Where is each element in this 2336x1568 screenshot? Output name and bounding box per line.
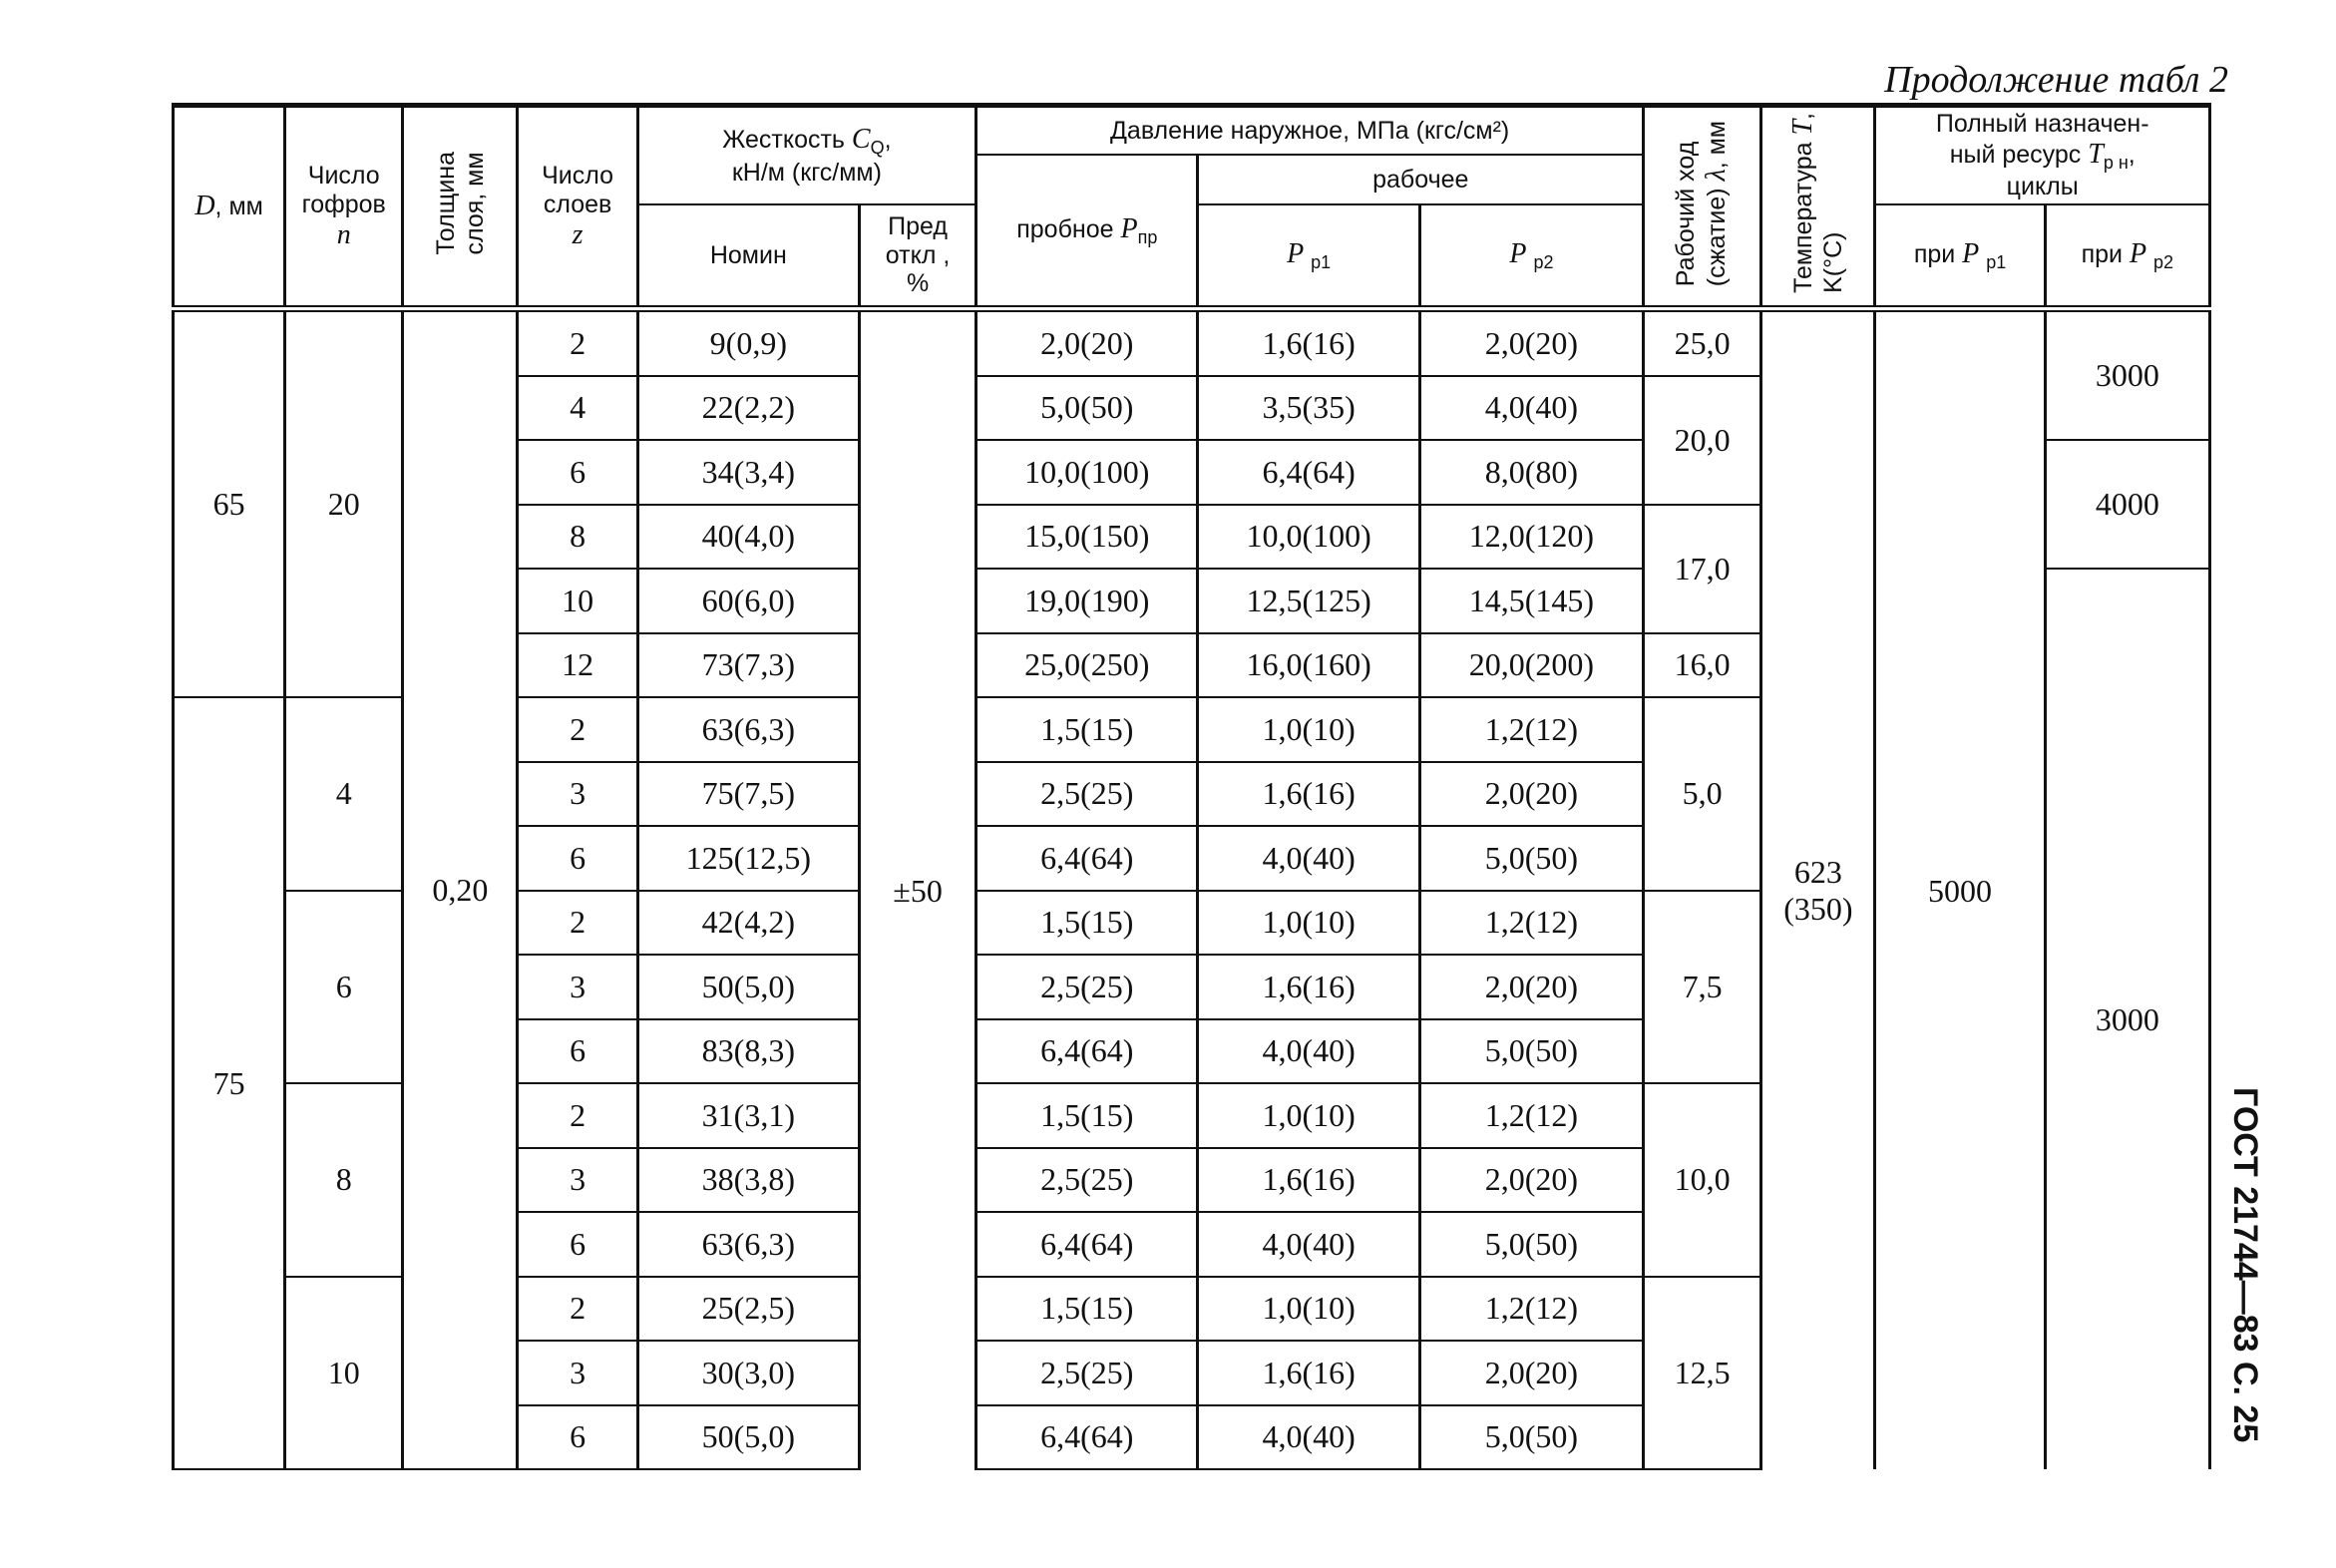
col-header-p2: P $_{p2}$ — [1419, 204, 1643, 309]
cell-p1: 1,6(16) — [1198, 762, 1419, 827]
cell-nominal: 63(6,3) — [637, 1212, 859, 1277]
table-row — [174, 309, 2210, 376]
cell-nominal: 50(5,0) — [637, 955, 859, 1019]
cell-p1: 10,0(100) — [1198, 505, 1419, 570]
cell-test-pressure: 6,4(64) — [976, 826, 1198, 891]
cell-test-pressure: 10,0(100) — [976, 440, 1198, 505]
cell-res-p2: 3000 — [2045, 309, 2209, 441]
cell-p1: 12,5(125) — [1198, 569, 1419, 633]
cell-p1: 1,0(10) — [1198, 697, 1419, 762]
cell-p2: 5,0(50) — [1419, 826, 1643, 891]
col-header-thickness: Толщина слоя, мм — [403, 106, 518, 309]
cell-test-pressure: 2,5(25) — [976, 1341, 1198, 1405]
cell-res-p2: 3000 — [2045, 569, 2209, 1469]
temperature-celsius: (350) — [1783, 891, 1853, 927]
cell-p2: 2,0(20) — [1419, 309, 1643, 376]
cell-n: 10 — [285, 1277, 403, 1470]
cell-stroke: 16,0 — [1644, 633, 1761, 698]
cell-d: 65 — [174, 309, 285, 698]
cell-p1: 1,0(10) — [1198, 1083, 1419, 1148]
cell-test-pressure: 2,5(25) — [976, 1148, 1198, 1213]
cell-nominal: 30(3,0) — [637, 1341, 859, 1405]
cell-test-pressure: 1,5(15) — [976, 1083, 1198, 1148]
cell-test-pressure: 2,5(25) — [976, 955, 1198, 1019]
cell-temperature — [1761, 309, 1875, 1470]
col-header-stiffness: Жесткость $C_Q$, кН/м (кгс/мм) — [637, 106, 975, 205]
cell-p2: 2,0(20) — [1419, 762, 1643, 827]
cell-test-pressure: 2,0(20) — [976, 309, 1198, 376]
cell-z: 2 — [518, 697, 637, 762]
cell-z: 4 — [518, 376, 637, 441]
col-header-z: Число слоев z — [518, 106, 637, 309]
cell-p1: 16,0(160) — [1198, 633, 1419, 698]
cell-n: 4 — [285, 697, 403, 891]
cell-stroke: 20,0 — [1644, 376, 1761, 505]
cell-z: 10 — [518, 569, 637, 633]
col-header-test-pressure: пробное $P_{пр}$ — [976, 155, 1198, 309]
col-header-stroke: Рабочий ход (сжатие) λ, мм — [1644, 106, 1761, 309]
cell-p1: 1,6(16) — [1198, 955, 1419, 1019]
cell-p1: 1,6(16) — [1198, 1148, 1419, 1213]
cell-nominal: 125(12,5) — [637, 826, 859, 891]
cell-n: 6 — [285, 891, 403, 1084]
cell-deviation: ±50 — [859, 309, 975, 1470]
col-header-n: Число гофров n — [285, 106, 403, 309]
cell-test-pressure: 1,5(15) — [976, 697, 1198, 762]
cell-test-pressure: 25,0(250) — [976, 633, 1198, 698]
cell-p2: 1,2(12) — [1419, 697, 1643, 762]
cell-nominal: 63(6,3) — [637, 697, 859, 762]
cell-z: 6 — [518, 1212, 637, 1277]
cell-nominal: 73(7,3) — [637, 633, 859, 698]
cell-test-pressure: 6,4(64) — [976, 1405, 1198, 1470]
cell-z: 3 — [518, 1148, 637, 1213]
cell-z: 3 — [518, 955, 637, 1019]
cell-res-p2: 4000 — [2045, 440, 2209, 569]
temperature-kelvin: 623 — [1793, 854, 1842, 890]
col-header-deviation: Пред откл , % — [859, 204, 975, 309]
cell-z: 6 — [518, 440, 637, 505]
cell-nominal: 25(2,5) — [637, 1277, 859, 1342]
cell-test-pressure: 6,4(64) — [976, 1212, 1198, 1277]
col-header-nominal: Номин — [637, 204, 859, 309]
cell-p2: 2,0(20) — [1419, 955, 1643, 1019]
cell-p1: 1,6(16) — [1198, 1341, 1419, 1405]
cell-p2: 2,0(20) — [1419, 1341, 1643, 1405]
col-header-res-p1: при P $_{p1}$ — [1875, 204, 2045, 309]
cell-test-pressure: 2,5(25) — [976, 762, 1198, 827]
cell-p1: 4,0(40) — [1198, 826, 1419, 891]
cell-res-p1: 5000 — [1875, 309, 2045, 1470]
cell-p2: 2,0(20) — [1419, 1148, 1643, 1213]
cell-test-pressure: 1,5(15) — [976, 891, 1198, 956]
cell-stroke: 5,0 — [1644, 697, 1761, 891]
col-header-res-p2: при P $_{p2}$ — [2045, 204, 2209, 309]
cell-test-pressure: 19,0(190) — [976, 569, 1198, 633]
cell-nominal: 83(8,3) — [637, 1019, 859, 1084]
cell-nominal: 38(3,8) — [637, 1148, 859, 1213]
cell-p2: 5,0(50) — [1419, 1212, 1643, 1277]
cell-z: 3 — [518, 762, 637, 827]
col-header-temperature: Температура T, K(°C) — [1761, 106, 1875, 309]
cell-p1: 1,0(10) — [1198, 891, 1419, 956]
col-header-d: D, мм — [174, 106, 285, 309]
cell-stroke: 17,0 — [1644, 505, 1761, 633]
cell-p1: 3,5(35) — [1198, 376, 1419, 441]
cell-p2: 5,0(50) — [1419, 1019, 1643, 1084]
document-side-label: ГОСТ 21744—83 С. 25 — [2226, 1087, 2264, 1443]
cell-nominal: 31(3,1) — [637, 1083, 859, 1148]
data-table — [172, 103, 2211, 1470]
cell-stroke: 7,5 — [1644, 891, 1761, 1084]
cell-p2: 14,5(145) — [1419, 569, 1643, 633]
cell-p2: 4,0(40) — [1419, 376, 1643, 441]
cell-test-pressure: 6,4(64) — [976, 1019, 1198, 1084]
cell-nominal: 9(0,9) — [637, 309, 859, 376]
cell-p1: 4,0(40) — [1198, 1405, 1419, 1470]
cell-p2: 1,2(12) — [1419, 891, 1643, 956]
cell-stroke: 12,5 — [1644, 1277, 1761, 1470]
cell-p1: 4,0(40) — [1198, 1212, 1419, 1277]
cell-nominal: 22(2,2) — [637, 376, 859, 441]
cell-z: 6 — [518, 1019, 637, 1084]
cell-z: 2 — [518, 309, 637, 376]
cell-z: 6 — [518, 1405, 637, 1470]
cell-p2: 20,0(200) — [1419, 633, 1643, 698]
cell-p2: 8,0(80) — [1419, 440, 1643, 505]
cell-nominal: 34(3,4) — [637, 440, 859, 505]
cell-p1: 4,0(40) — [1198, 1019, 1419, 1084]
cell-thickness: 0,20 — [403, 309, 518, 1470]
cell-z: 12 — [518, 633, 637, 698]
cell-z: 8 — [518, 505, 637, 570]
cell-z: 6 — [518, 826, 637, 891]
col-header-resource: Полный назначен- ный ресурс $T_{р н}$, циклы — [1875, 106, 2210, 205]
table-caption: Продолжение табл 2 — [1884, 59, 2228, 101]
cell-test-pressure: 15,0(150) — [976, 505, 1198, 570]
col-header-pressure: Давление наружное, МПа (кгс/см²) — [976, 106, 1644, 156]
cell-z: 3 — [518, 1341, 637, 1405]
cell-test-pressure: 1,5(15) — [976, 1277, 1198, 1342]
cell-nominal: 42(4,2) — [637, 891, 859, 956]
cell-p2: 12,0(120) — [1419, 505, 1643, 570]
cell-p1: 6,4(64) — [1198, 440, 1419, 505]
cell-nominal: 60(6,0) — [637, 569, 859, 633]
cell-z: 2 — [518, 1083, 637, 1148]
cell-p1: 1,0(10) — [1198, 1277, 1419, 1342]
cell-n: 8 — [285, 1083, 403, 1277]
cell-z: 2 — [518, 1277, 637, 1342]
cell-nominal: 40(4,0) — [637, 505, 859, 570]
cell-nominal: 50(5,0) — [637, 1405, 859, 1470]
cell-p2: 1,2(12) — [1419, 1277, 1643, 1342]
table-body — [174, 309, 2210, 1470]
cell-test-pressure: 5,0(50) — [976, 376, 1198, 441]
cell-p2: 1,2(12) — [1419, 1083, 1643, 1148]
cell-p1: 1,6(16) — [1198, 309, 1419, 376]
cell-stroke: 25,0 — [1644, 309, 1761, 376]
col-header-working: рабочее — [1198, 155, 1644, 204]
cell-z: 2 — [518, 891, 637, 956]
cell-n: 20 — [285, 309, 403, 698]
cell-p2: 5,0(50) — [1419, 1405, 1643, 1470]
cell-d: 75 — [174, 697, 285, 1469]
cell-stroke: 10,0 — [1644, 1083, 1761, 1277]
col-header-p1: P $_{p1}$ — [1198, 204, 1419, 309]
cell-nominal: 75(7,5) — [637, 762, 859, 827]
